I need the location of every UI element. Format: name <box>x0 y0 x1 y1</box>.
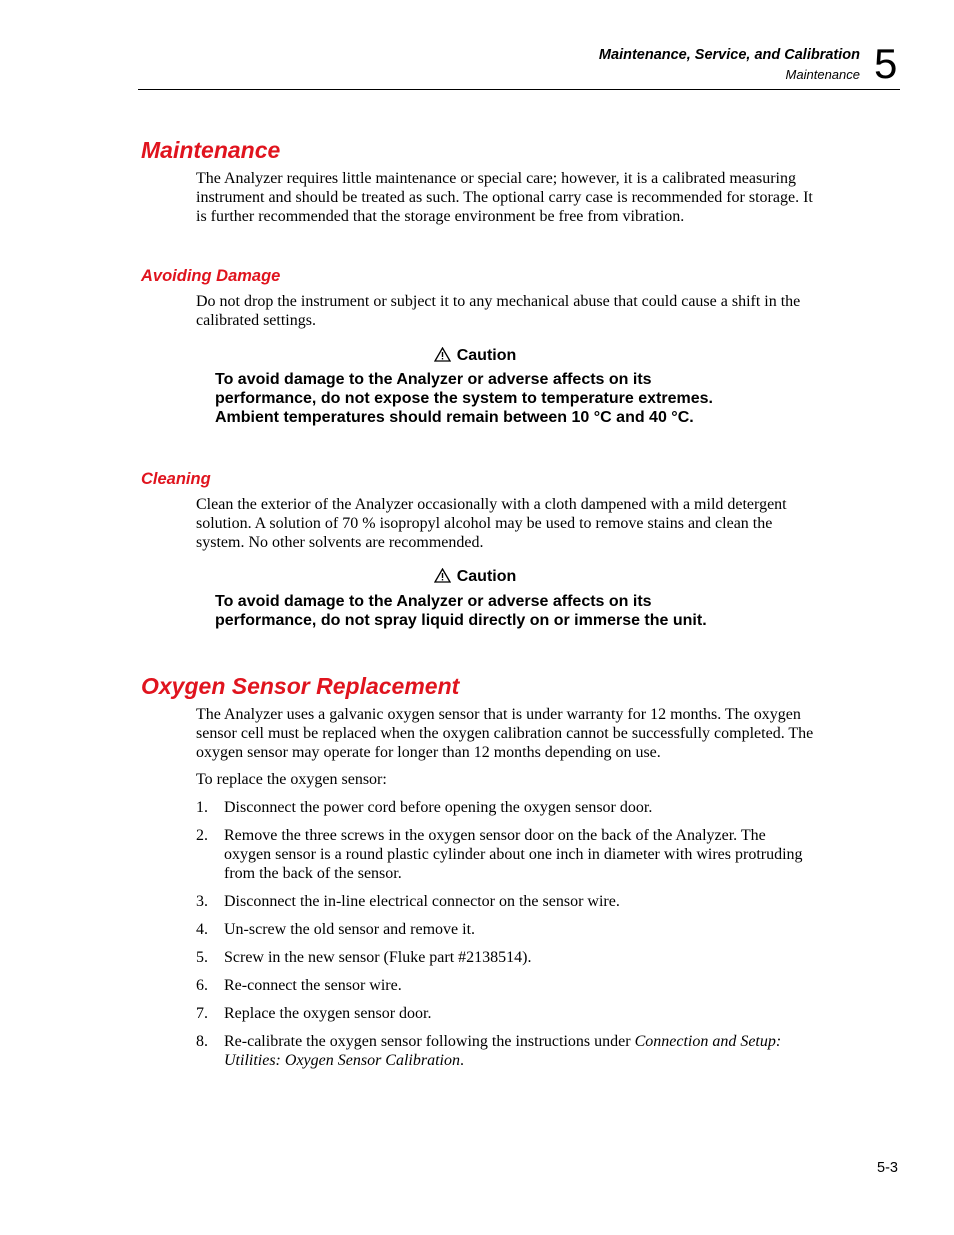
cleaning-text: Clean the exterior of the Analyzer occasionally with a cloth dampened with a mild detergent solution. A solution of 70 % isopropyl alcohol may be used to remove stains and clean the system. No other solvents are recommended. <box>196 496 787 551</box>
step-text: Remove the three screws in the oxygen sensor door on the back of the Analyzer. The oxygen sensor is a round plastic cylinder about one inch in diameter with wires protruding from the back of the sensor. <box>224 827 803 882</box>
step-number: 6. <box>196 977 208 994</box>
avoiding-damage-text: Do not drop the instrument or subject it to any mechanical abuse that could cause a shift in the calibrated settings. <box>196 293 801 329</box>
avoiding-damage-heading: Avoiding Damage <box>141 267 281 285</box>
step-text-lead: Re-calibrate the oxygen sensor following the instructions under <box>224 1033 635 1050</box>
list-item <box>196 920 816 939</box>
oxygen-sensor-lead: To replace the oxygen sensor: <box>196 771 387 788</box>
maintenance-heading: Maintenance <box>141 137 281 163</box>
caution-label: Caution <box>456 568 517 585</box>
caution-title <box>215 568 735 586</box>
list-item <box>196 798 816 817</box>
list-item <box>196 948 816 967</box>
step-text: Disconnect the in-line electrical connector on the sensor wire. <box>224 893 620 910</box>
caution-title <box>215 347 735 365</box>
step-text: Disconnect the power cord before opening the oxygen sensor door. <box>224 799 653 816</box>
list-item <box>196 826 816 883</box>
list-item <box>196 1004 816 1023</box>
step-number: 8. <box>196 1033 208 1050</box>
step-number: 1. <box>196 799 208 816</box>
step-number: 3. <box>196 893 208 910</box>
step-text: Screw in the new sensor (Fluke part #2138514). <box>224 949 532 966</box>
chapter-number: 5 <box>874 40 898 87</box>
warning-icon <box>434 568 451 583</box>
warning-icon <box>434 347 451 362</box>
cross-reference: Connection and Setup: Utilities: Oxygen Sensor Calibration <box>224 1033 782 1069</box>
caution-temperature-text: To avoid damage to the Analyzer or adverse affects on its performance, do not expose the system to temperature extremes. Ambient temperatures should remain between 10 °C and 40 °C. <box>215 371 713 426</box>
section-title: Maintenance <box>785 67 860 82</box>
list-item <box>196 976 816 995</box>
list-item <box>196 892 816 911</box>
step-number: 2. <box>196 827 208 844</box>
maintenance-intro: The Analyzer requires little maintenance or special care; however, it is a calibrated measuring instrument and should be treated as such. The optional carry case is recommended for storage. It is further recommended that the storage environment be free from vibration. <box>196 170 813 225</box>
page-number: 5-3 <box>877 1160 898 1176</box>
step-text: Re-connect the sensor wire. <box>224 977 402 994</box>
caution-label: Caution <box>456 347 517 364</box>
header-divider <box>138 89 900 90</box>
step-number: 7. <box>196 1005 208 1022</box>
step-text: Replace the oxygen sensor door. <box>224 1005 432 1022</box>
step-number: 4. <box>196 921 208 938</box>
step-text-end: . <box>459 1052 464 1069</box>
chapter-title: Maintenance, Service, and Calibration <box>598 47 860 63</box>
step-text: Un-screw the old sensor and remove it. <box>224 921 476 938</box>
list-item <box>196 1032 816 1070</box>
cleaning-heading: Cleaning <box>141 470 211 488</box>
oxygen-sensor-intro: The Analyzer uses a galvanic oxygen sensor that is under warranty for 12 months. The oxygen sensor cell must be replaced when the oxygen calibration cannot be successfully completed. The oxygen sensor may operate for longer than 12 months depending on use. <box>196 706 814 761</box>
caution-liquid-text: To avoid damage to the Analyzer or adverse affects on its performance, do not spray liquid directly on or immerse the unit. <box>215 593 707 629</box>
oxygen-sensor-heading: Oxygen Sensor Replacement <box>141 673 460 699</box>
step-number: 5. <box>196 949 208 966</box>
step-text <box>224 1032 816 1070</box>
